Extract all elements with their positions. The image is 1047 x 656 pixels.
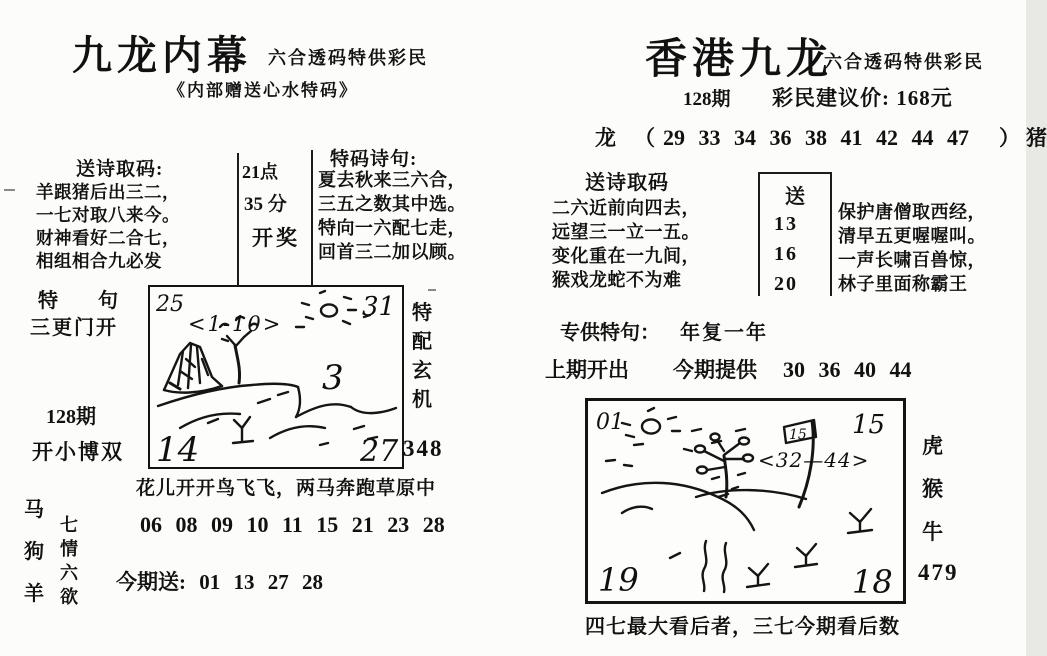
sketch-left-drawing	[150, 287, 402, 470]
draw-label: 开奖	[252, 226, 300, 250]
vertical-char: 马	[24, 499, 44, 521]
poem-line: 夏去秋来三六合，	[318, 170, 466, 190]
poem-right-heading: 特码诗句:	[330, 149, 418, 170]
vertical-char: 猴	[922, 477, 943, 501]
page-subtitle: 六合透码特供彩民	[268, 48, 428, 68]
sketch-right-drawing	[588, 401, 903, 601]
vertical-char: 特	[412, 302, 432, 324]
tree-icon	[695, 434, 753, 498]
sketch-right	[585, 398, 906, 604]
zodiac-suffix: 猪	[1026, 126, 1047, 150]
tagline: 《内部赠送心水特码》	[168, 81, 358, 100]
current-provide-label: 今期提供	[673, 358, 757, 382]
bird-icon	[233, 417, 253, 443]
poem-line: 三五之数其中选。	[318, 194, 466, 214]
poem-left-heading: 送诗取码:	[76, 159, 164, 180]
gift-box	[758, 172, 832, 296]
vertical-char: 情	[60, 539, 78, 559]
mountain-icon	[164, 343, 222, 393]
special-phrase-label: 专供特句：	[560, 322, 660, 344]
draw-minute: 35 分	[244, 194, 287, 215]
sketch-corner-number: 25	[156, 292, 184, 317]
sketch-corner-number: 31	[362, 292, 396, 322]
zodiac-vertical-text	[922, 436, 943, 543]
bottom-phrase: 花儿开开鸟飞飞，两马奔跑草原中	[136, 478, 437, 499]
vertical-char: 狗	[24, 541, 44, 563]
poem-left-heading: 送诗取码	[585, 172, 669, 194]
page-title: 香港九龙	[645, 37, 834, 83]
open-paren: （	[634, 126, 655, 150]
poem-line: 保护唐僧取西经，	[838, 202, 986, 222]
close-paren: ）	[999, 126, 1020, 150]
sketch-corner-number: 15	[852, 410, 886, 440]
scan-artifact	[4, 189, 15, 191]
poem-left	[36, 181, 180, 273]
poem-left	[552, 196, 700, 292]
vertical-char: 牛	[922, 520, 943, 544]
provide-numbers: 30 36 40 44	[783, 357, 912, 382]
gift-box-value: 13	[774, 213, 798, 235]
divider-line	[237, 153, 239, 296]
sketch-corner-number: 14	[156, 430, 200, 470]
poem-line: 林子里面称霸王	[838, 274, 968, 294]
draw-hour: 21点	[242, 162, 278, 182]
poem-line: 猴戏龙蛇不为难	[552, 270, 682, 290]
mystery-vertical-text	[412, 303, 432, 410]
issue-hint: 开小博双	[32, 440, 124, 464]
special-phrase-value: 三更门开	[30, 317, 118, 339]
sketch-flag-note: 15	[789, 427, 807, 443]
page-title: 九龙内幕	[72, 33, 252, 78]
vertical-char: 虎	[922, 434, 943, 458]
sketch-corner-number: 18	[852, 563, 893, 601]
poem-line: 二六近前向四去，	[552, 198, 700, 218]
gift-box-label: 送	[785, 186, 805, 208]
poem-line: 相组相合九必发	[36, 251, 162, 271]
zodiac-numbers-line	[595, 122, 1047, 152]
bird-icon	[795, 544, 817, 567]
vertical-char: 欲	[60, 587, 78, 607]
sketch-left	[148, 285, 404, 469]
page-subtitle: 六合透码特供彩民	[824, 52, 984, 72]
vertical-char: 羊	[24, 583, 44, 605]
sketch-range-note: <32—44>	[758, 448, 870, 472]
poem-line: 清早五更喔喔叫。	[838, 226, 986, 246]
mystery-number: 348	[403, 436, 444, 461]
provide-line	[545, 354, 912, 384]
bottom-phrase: 四七最大看后者，三七今期看后数	[585, 616, 900, 638]
numbers-row: 06 08 09 10 11 15 21 23 28	[140, 512, 445, 537]
bird-icon	[848, 509, 872, 533]
price-label: 彩民建议价: 168元	[772, 86, 953, 110]
poem-line: 一声长啸百兽惊，	[838, 250, 986, 270]
poem-right	[838, 200, 986, 296]
scan-artifact	[428, 289, 436, 291]
code-number: 479	[918, 560, 959, 585]
gift-line: 今期送: 01 13 27 28	[116, 570, 323, 594]
vertical-char: 配	[412, 331, 432, 353]
special-phrase-label: 特 句	[38, 290, 118, 312]
poem-right	[318, 168, 466, 264]
poem-line: 特向一六配七走，	[318, 218, 466, 238]
vertical-char: 七	[60, 515, 78, 535]
vertical-char: 六	[60, 563, 78, 583]
issue-number: 128期	[46, 406, 96, 428]
emotion-vertical-text	[60, 516, 78, 606]
sketch-corner-number: 01	[596, 410, 624, 435]
bird-icon	[747, 564, 769, 587]
special-phrase-line	[560, 316, 768, 345]
poem-line: 远望三一立一五。	[552, 222, 700, 242]
poem-line: 羊跟猪后出三二，	[36, 182, 180, 202]
gift-box-value: 16	[774, 243, 798, 265]
issue-number: 128期	[683, 89, 731, 110]
divider-line	[311, 150, 313, 298]
sketch-corner-number: 19	[598, 561, 639, 599]
zodiac-vertical-text	[24, 500, 44, 604]
gift-box-value: 20	[774, 273, 798, 295]
poem-line: 财神看好二合七，	[36, 228, 180, 248]
poem-line: 变化重在一九间，	[552, 246, 700, 266]
sun-icon	[296, 291, 370, 327]
sketch-corner-number: 27	[360, 434, 399, 469]
special-phrase-value: 年复一年	[680, 322, 768, 344]
vertical-char: 机	[412, 389, 432, 411]
zodiac-prefix: 龙	[595, 126, 616, 150]
vertical-char: 玄	[412, 360, 432, 382]
zodiac-numbers: 29 33 34 36 38 41 42 44 47	[663, 125, 969, 150]
prev-draw-label: 上期开出	[545, 358, 629, 382]
sketch-hill-note: 3	[322, 358, 344, 398]
poem-line: 回首三二加以顾。	[318, 242, 466, 262]
poem-line: 一七对取八来今。	[36, 205, 180, 225]
sketch-range-note: <1-10>	[188, 312, 283, 336]
